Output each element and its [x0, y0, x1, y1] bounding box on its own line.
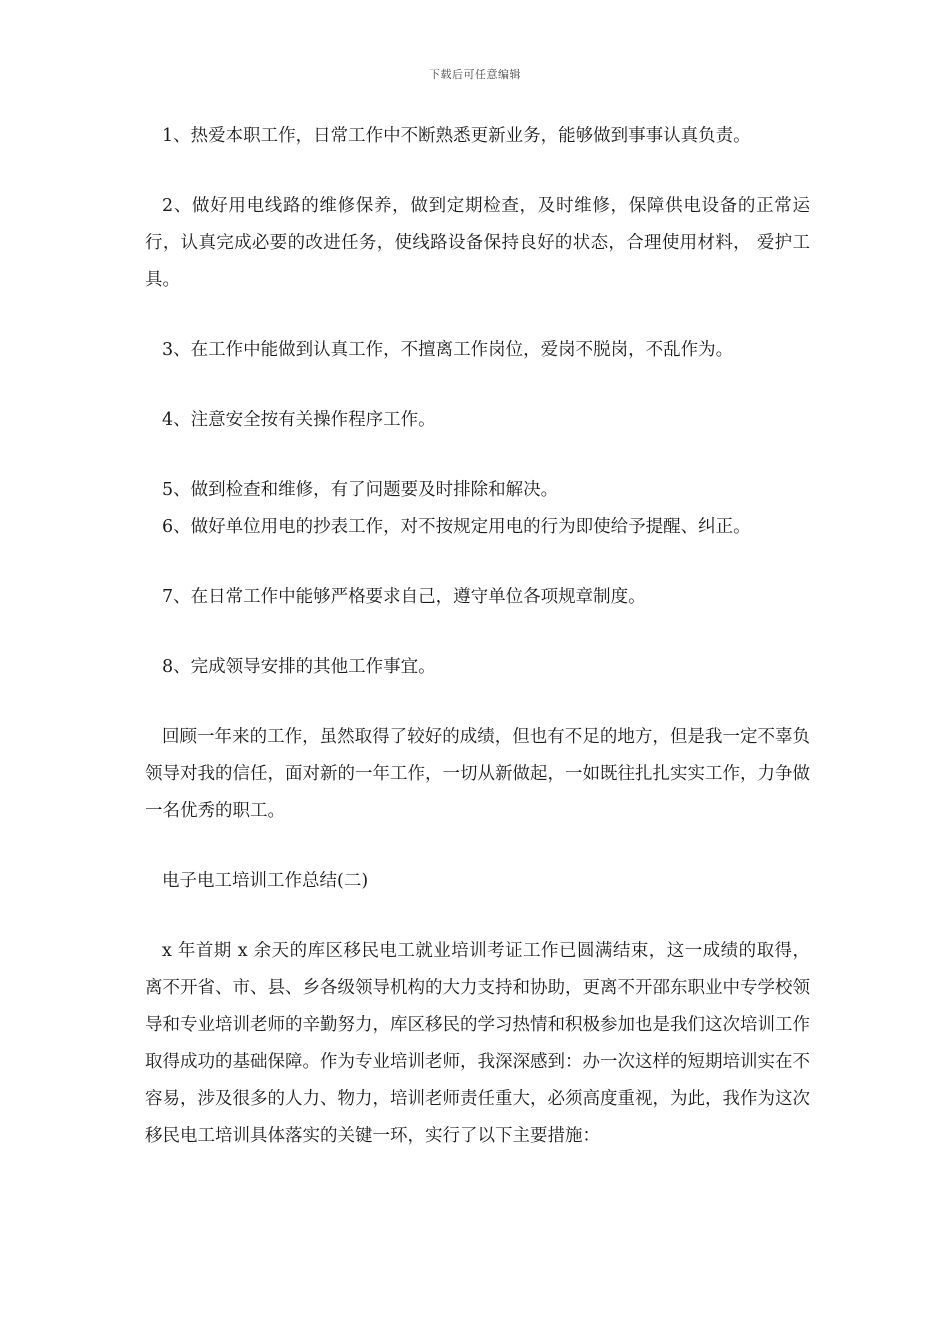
intro-paragraph: x 年首期 x 余天的库区移民电工就业培训考证工作已圆满结束，这一成绩的取得，离不开省、市、县、乡各级领导机构的大力支持和协助，更离不开邵东职业中专学校领导和专业培训老师的辛勤努力，库区移民的学习热情和积极参加也是我们这次培训工作取得成功的基础保障。作为专业培训老师，我深深感到：办一次这样的短期培训实在不容易，涉及很多的人力、物力，培训老师责任重大，必须高度重视，为此，我作为这次移民电工培训具体落实的关键一环，实行了以下主要措施：	[145, 941, 810, 1146]
list-item-4: 4、注意安全按有关操作程序工作。	[162, 410, 436, 430]
list-item-5: 5、做到检查和维修，有了问题要及时排除和解决。	[162, 480, 559, 500]
list-item-1: 1、热爱本职工作，日常工作中不断熟悉更新业务，能够做到事事认真负责。	[162, 126, 751, 146]
list-item-6: 6、做好单位用电的抄表工作，对不按规定用电的行为即使给予提醒、纠正。	[162, 517, 751, 537]
document-body	[145, 118, 810, 1155]
page-header: 下载后可任意编辑	[429, 68, 521, 81]
review-paragraph: 回顾一年来的工作，虽然取得了较好的成绩，但也有不足的地方，但是我一定不辜负领导对我的信任，面对新的一年工作，一切从新做起，一如既往扎扎实实工作，力争做一名优秀的职工。	[145, 727, 810, 821]
list-item-3: 3、在工作中能做到认真工作，不擅离工作岗位，爱岗不脱岗，不乱作为。	[162, 340, 734, 360]
list-item-2: 2、做好用电线路的维修保养，做到定期检查，及时维修，保障供电设备的正常运行，认真完成必要的改进任务，使线路设备保持良好的状态，合理使用材料， 爱护工具。	[145, 196, 810, 290]
list-item-8: 8、完成领导安排的其他工作事宜。	[162, 657, 436, 677]
list-item-7: 7、在日常工作中能够严格要求自己，遵守单位各项规章制度。	[162, 587, 646, 607]
section-title: 电子电工培训工作总结(二)	[162, 871, 369, 891]
